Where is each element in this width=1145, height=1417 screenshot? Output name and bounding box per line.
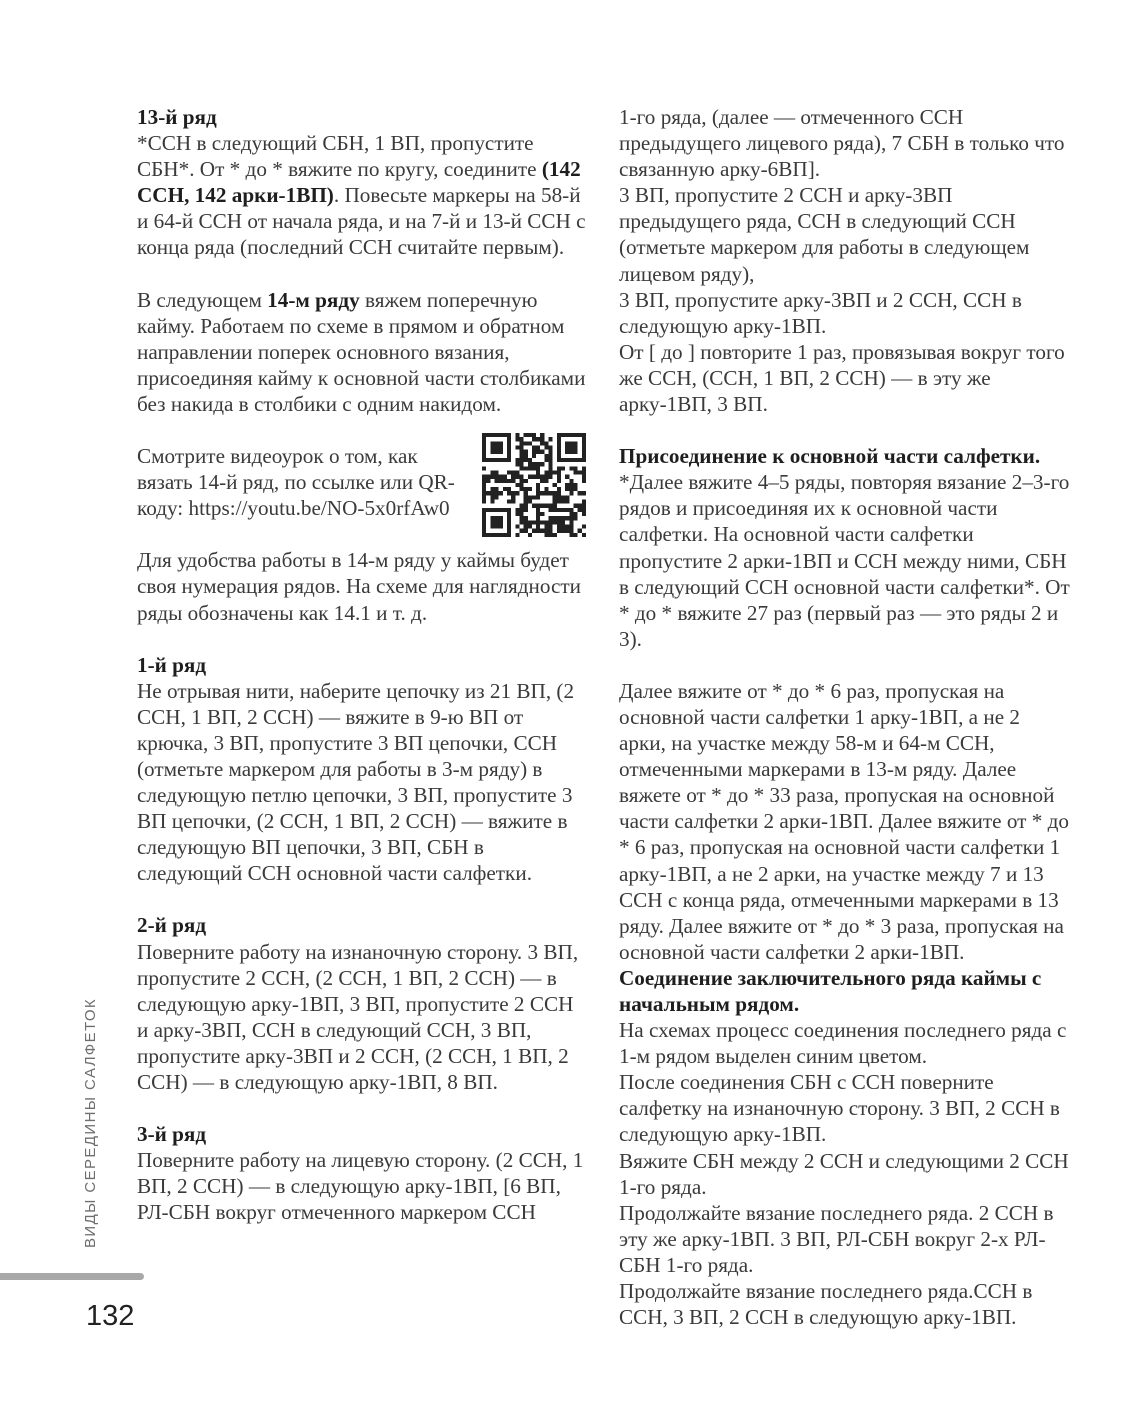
row13-bold-count: (142 ССН, 142 арки-1ВП) xyxy=(137,157,581,208)
row14-text-1: В следующем xyxy=(137,287,268,312)
right-paragraph-1: 1-го ряда, (далее — отмеченного ССН предыдущего лицевого ряда), 7 СБН в только что связанную арку-6ВП]. xyxy=(619,105,1065,182)
video-text: Смотрите видеоурок о том, как вязать 14-й ряд, по ссылке или QR-коду: xyxy=(137,444,455,521)
page-number: 132 xyxy=(86,1300,135,1332)
connect-paragraph-2: После соединения СБН с ССН поверните салфетку на изнаночную сторону. 3 ВП, 2 ССН в следующую арку-1ВП. xyxy=(619,1070,1060,1147)
row3-paragraph: Поверните работу на лицевую сторону. (2 ССН, 1 ВП, 2 ССН) — в следующую арку-1ВП, [6 ВП, РЛ-СБН вокруг отмеченного маркером ССН xyxy=(137,1148,584,1225)
right-column xyxy=(619,104,1071,1330)
video-url[interactable]: https://youtu.be/NO-5x0rfAw0 xyxy=(188,496,450,521)
left-column xyxy=(137,104,589,1225)
section-side-label: ВИДЫ СЕРЕДИНЫ САЛФЕТОК xyxy=(82,997,99,1248)
numbering-paragraph: Для удобства работы в 14-м ряду у каймы будет своя нумерация рядов. На схеме для наглядности ряды обозначены как 14.1 и т. д. xyxy=(137,548,582,625)
qr-code-icon[interactable] xyxy=(482,433,586,537)
connect-paragraph-4: Продолжайте вязание последнего ряда. 2 ССН в эту же арку-1ВП. 3 ВП, РЛ-СБН вокруг 2-х РЛ-СБН 1-го ряда. xyxy=(619,1200,1054,1277)
join-text: *Далее вяжите 4–5 ряды, повторяя вязание 2–3-го рядов и присоединяя их к основной части салфетки. На основной части салфетки пропустите 2 арки-1ВП и ССН между ними, СБН в следующий ССН основной части салфетки*. От * до * вяжите 27 раз (первый раз — это ряды 2 и 3). xyxy=(619,470,1070,651)
row3-heading: 3-й ряд xyxy=(137,1122,207,1147)
row1-heading: 1-й ряд xyxy=(137,652,207,677)
row14-paragraph xyxy=(137,287,589,417)
video-block xyxy=(137,443,589,521)
connect-heading: Соединение заключительного ряда каймы с начальным рядом. xyxy=(619,965,1042,1016)
right-paragraph-4: От [ до ] повторите 1 раз, провязывая вокруг того же ССН, (ССН, 1 ВП, 2 ССН) — в эту же арку-1ВП, 3 ВП. xyxy=(619,339,1065,417)
right-paragraph-3: 3 ВП, пропустите арку-3ВП и 2 ССН, ССН в следующую арку-1ВП. xyxy=(619,287,1022,338)
join-paragraph xyxy=(619,443,1071,652)
connect-paragraph-3: Вяжите СБН между 2 ССН и следующими 2 ССН 1-го ряда. xyxy=(619,1148,1069,1199)
row1-paragraph: Не отрывая нити, наберите цепочку из 21 ВП, (2 ССН, 1 ВП, 2 ССН) — вяжите в 9-ю ВП от крючка, 3 ВП, пропустите 3 ВП цепочки, ССН (отметьте маркером для работы в 3-м ряду) в следующую петлю цепочки, 3 ВП, пропустите 3 ВП цепочки, (2 ССН, 1 ВП, 2 ССН) — вяжите в следующую ВП цепочки, 3 ВП, СБН в следующий ССН основной части салфетки. xyxy=(137,678,575,886)
row13-heading: 13-й ряд xyxy=(137,105,217,129)
video-paragraph xyxy=(137,443,467,521)
row13-text-1: *ССН в следующий СБН, 1 ВП, пропустите СБН*. От * до * вяжите по кругу, соедините xyxy=(137,131,542,182)
join-heading: Присоединение к основной части салфетки. xyxy=(619,444,1041,469)
row14-bold: 14-м ряду xyxy=(267,287,360,312)
row2-paragraph: Поверните работу на изнаночную сторону. 3 ВП, пропустите 2 ССН, (2 ССН, 1 ВП, 2 ССН) — в следующую арку-1ВП, 3 ВП, пропустите 2 ССН и арку-3ВП, ССН в следующий ССН, 3 ВП, пропустите арку-3ВП и 2 ССН, (2 ССН, 1 ВП, 2 ССН) — в следующую арку-1ВП, 8 ВП. xyxy=(137,939,579,1094)
connect-paragraph-1: На схемах процесс соединения последнего ряда с 1-м рядом выделен синим цветом. xyxy=(619,1018,1067,1069)
right-paragraph-2: 3 ВП, пропустите 2 ССН и арку-3ВП предыдущего ряда, ССН в следующий ССН (отметьте маркером для работы в следующем лицевом ряду), xyxy=(619,183,1030,286)
row13-paragraph xyxy=(137,130,589,260)
row13-text-2: . Повесьте маркеры на 58-й и 64-й ССН от начала ряда, и на 7-й и 13-й ССН с конца ряда (последний ССН считайте первым). xyxy=(137,183,586,260)
connect-paragraph-5: Продолжайте вязание последнего ряда.ССН в ССН, 3 ВП, 2 ССН в следующую арку-1ВП. xyxy=(619,1279,1033,1330)
right-paragraph-5: Далее вяжите от * до * 6 раз, пропуская на основной части салфетки 1 арку-1ВП, а не 2 арки, на участке между 58-м и 64-м ССН, отмеченными маркерами в 13-м ряду. Далее вяжете от * до * 33 раза, пропуская на основной части салфетки 2 арки-1ВП. Далее вяжите от * до * 6 раз, пропуская на основной части салфетки 1 арку-1ВП, а не 2 арки, на участке между 7 и 13 ССН с конца ряда, отмеченными маркерами в 13 ряду. Далее вяжите от * до * 3 раза, пропуская на основной части салфетки 2 арки-1ВП. xyxy=(619,678,1069,964)
row2-heading: 2-й ряд xyxy=(137,913,207,938)
page-bar-decoration xyxy=(0,1273,144,1280)
row14-text-2: вяжем поперечную кайму. Работаем по схеме в прямом и обратном направлении поперек основного вязания, присоединяя кайму к основной части столбиками без накида в столбики с одним накидом. xyxy=(137,287,586,416)
